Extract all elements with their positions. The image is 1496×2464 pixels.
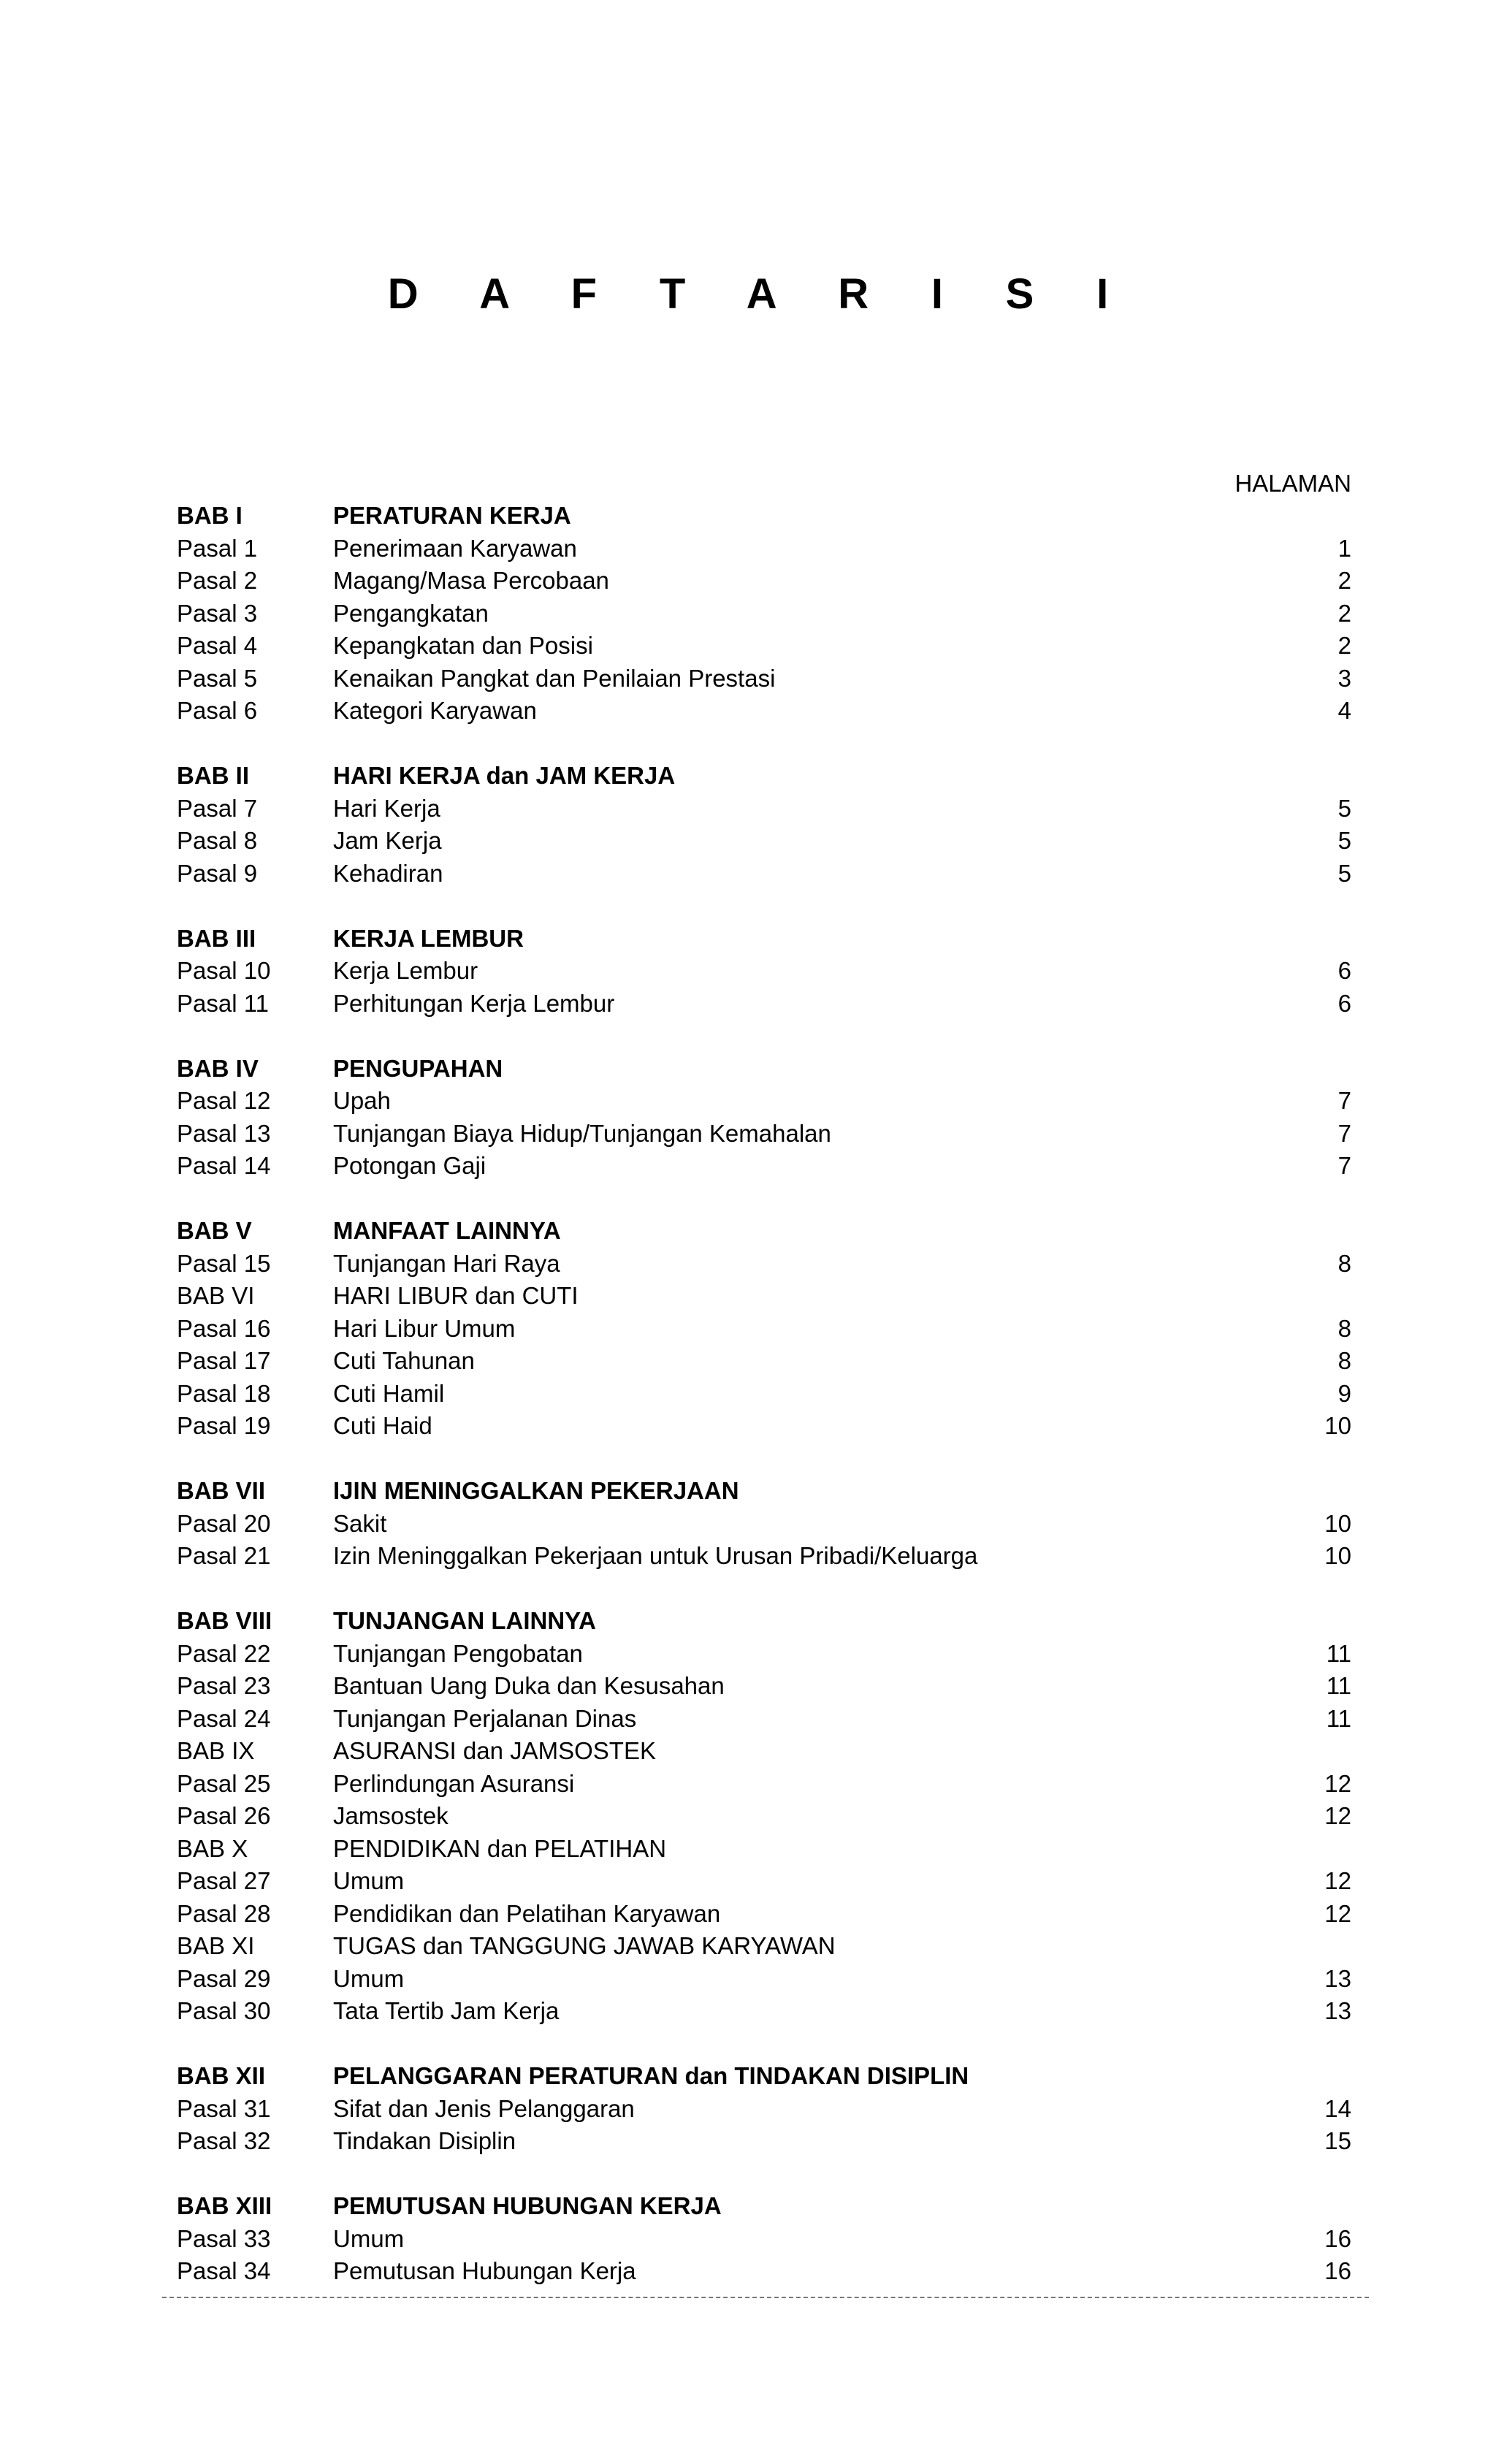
entry-number: Pasal 2 — [177, 567, 258, 594]
page-title: D A F T A R I S I — [387, 270, 1134, 318]
article-row — [177, 630, 1351, 663]
entry-number: BAB V — [177, 1217, 252, 1244]
entry-number: Pasal 7 — [177, 794, 258, 822]
entry-number: BAB III — [177, 924, 256, 952]
entry-page — [1249, 2060, 1351, 2093]
entry-title: Hari Kerja — [333, 794, 440, 822]
entry-number: BAB XI — [177, 1932, 255, 1959]
chapter-row — [177, 1735, 1351, 1768]
entry-page: 14 — [1324, 2094, 1351, 2122]
article-row — [177, 1410, 1351, 1443]
article-row — [177, 598, 1351, 630]
article-row — [177, 858, 1351, 890]
chapter-row — [177, 1833, 1351, 1866]
article-row — [177, 1118, 1351, 1151]
entry-title: Kepangkatan dan Posisi — [333, 632, 593, 659]
article-row — [177, 2125, 1351, 2158]
article-row — [177, 793, 1351, 825]
article-row — [177, 1508, 1351, 1541]
entry-page — [1249, 1735, 1351, 1768]
entry-page — [1249, 1215, 1351, 1248]
entry-page: 8 — [1337, 1249, 1351, 1277]
entry-title: TUGAS dan TANGGUNG JAWAB KARYAWAN — [333, 1932, 836, 1959]
entry-number: BAB II — [177, 762, 249, 789]
entry-number: Pasal 16 — [177, 1314, 271, 1342]
entry-title: Pemutusan Hubungan Kerja — [333, 2257, 636, 2284]
article-row — [177, 955, 1351, 988]
entry-number: Pasal 11 — [177, 989, 269, 1017]
entry-number: Pasal 8 — [177, 827, 258, 854]
entry-title: Sakit — [333, 1509, 387, 1537]
entry-title: IJIN MENINGGALKAN PEKERJAAN — [333, 1477, 739, 1504]
entry-page: 2 — [1337, 567, 1351, 594]
entry-page: 10 — [1324, 1412, 1351, 1439]
entry-title: Kerja Lembur — [333, 957, 478, 984]
article-row — [177, 1150, 1351, 1183]
entry-page: 8 — [1337, 1347, 1351, 1374]
chapter-row — [177, 1053, 1351, 1086]
entry-page: 12 — [1324, 1867, 1351, 1894]
entry-number: Pasal 4 — [177, 632, 258, 659]
entry-number: BAB XII — [177, 2062, 266, 2089]
article-row — [177, 1540, 1351, 1573]
entry-title: Cuti Hamil — [333, 1379, 445, 1407]
chapter-row — [177, 1280, 1351, 1313]
entry-number: Pasal 21 — [177, 1542, 271, 1569]
entry-number: BAB X — [177, 1834, 248, 1862]
article-row — [177, 1248, 1351, 1281]
entry-title: Pengangkatan — [333, 599, 489, 627]
entry-number: Pasal 25 — [177, 1769, 271, 1797]
entry-number: Pasal 33 — [177, 2224, 271, 2252]
entry-number: Pasal 17 — [177, 1347, 271, 1374]
entry-page: 16 — [1324, 2257, 1351, 2284]
article-row — [177, 1768, 1351, 1801]
entry-title: Jam Kerja — [333, 827, 442, 854]
entry-title: Bantuan Uang Duka dan Kesusahan — [333, 1672, 725, 1699]
article-row — [177, 663, 1351, 695]
entry-title: Umum — [333, 2224, 405, 2252]
entry-page: 12 — [1324, 1769, 1351, 1797]
article-row — [177, 1378, 1351, 1411]
entry-title: Tindakan Disiplin — [333, 2127, 516, 2154]
entry-title: Cuti Tahunan — [333, 1347, 475, 1374]
entry-page: 5 — [1337, 794, 1351, 822]
entry-page: 11 — [1326, 1639, 1351, 1667]
article-row — [177, 1638, 1351, 1671]
entry-page: 10 — [1324, 1509, 1351, 1537]
article-row — [177, 1313, 1351, 1346]
chapter-row — [177, 1930, 1351, 1963]
entry-page: 2 — [1337, 599, 1351, 627]
entry-title: Magang/Masa Percobaan — [333, 567, 609, 594]
chapter-row — [177, 2060, 1351, 2093]
entry-page: 2 — [1337, 632, 1351, 659]
entry-number: Pasal 15 — [177, 1249, 271, 1277]
entry-page — [1249, 2190, 1351, 2223]
entry-number: Pasal 10 — [177, 957, 271, 984]
entry-title: Tunjangan Pengobatan — [333, 1639, 583, 1667]
article-row — [177, 1670, 1351, 1703]
entry-page: 6 — [1337, 989, 1351, 1017]
entry-title: PEMUTUSAN HUBUNGAN KERJA — [333, 2192, 722, 2219]
chapter-row — [177, 1605, 1351, 1638]
page-column-header: HALAMAN — [1234, 470, 1351, 497]
entry-page — [1249, 1930, 1351, 1963]
entry-page: 4 — [1337, 697, 1351, 724]
entry-title: Kategori Karyawan — [333, 697, 537, 724]
entry-number: Pasal 13 — [177, 1119, 271, 1147]
entry-title: Penerimaan Karyawan — [333, 534, 577, 562]
entry-number: Pasal 22 — [177, 1639, 271, 1667]
entry-page: 3 — [1337, 664, 1351, 692]
entry-number: Pasal 5 — [177, 664, 258, 692]
entry-page: 7 — [1337, 1087, 1351, 1114]
entry-number: BAB IX — [177, 1737, 255, 1764]
entry-title: Perlindungan Asuransi — [333, 1769, 575, 1797]
entry-page: 7 — [1337, 1119, 1351, 1147]
entry-number: Pasal 24 — [177, 1704, 271, 1732]
entry-title: Tunjangan Biaya Hidup/Tunjangan Kemahalan — [333, 1119, 831, 1147]
entry-page: 11 — [1326, 1672, 1351, 1699]
entry-title: Pendidikan dan Pelatihan Karyawan — [333, 1899, 721, 1927]
entry-page: 7 — [1337, 1152, 1351, 1179]
article-row — [177, 1085, 1351, 1118]
article-row — [177, 2223, 1351, 2256]
entry-number: Pasal 29 — [177, 1964, 271, 1992]
entry-page — [1249, 1833, 1351, 1866]
entry-number: Pasal 28 — [177, 1899, 271, 1927]
entry-title: PENDIDIKAN dan PELATIHAN — [333, 1834, 667, 1862]
entry-number: Pasal 20 — [177, 1509, 271, 1537]
article-row — [177, 695, 1351, 728]
chapter-row — [177, 1475, 1351, 1508]
entry-page: 6 — [1337, 957, 1351, 984]
entry-number: Pasal 6 — [177, 697, 258, 724]
entry-title: Tata Tertib Jam Kerja — [333, 1997, 560, 2024]
entry-title: PENGUPAHAN — [333, 1054, 503, 1082]
entry-page: 12 — [1324, 1802, 1351, 1829]
entry-title: Jamsostek — [333, 1802, 449, 1829]
entry-page: 5 — [1337, 859, 1351, 887]
entry-number: Pasal 27 — [177, 1867, 271, 1894]
entry-page — [1249, 1053, 1351, 1086]
entry-number: BAB VIII — [177, 1607, 272, 1634]
entry-number: BAB IV — [177, 1054, 259, 1082]
entry-number: Pasal 32 — [177, 2127, 271, 2154]
entry-page: 10 — [1324, 1542, 1351, 1569]
article-row — [177, 825, 1351, 858]
article-row — [177, 1345, 1351, 1378]
entry-title: MANFAAT LAINNYA — [333, 1217, 561, 1244]
article-row — [177, 533, 1351, 565]
page-divider — [162, 2297, 1369, 2298]
entry-title: Tunjangan Perjalanan Dinas — [333, 1704, 637, 1732]
entry-page: 5 — [1337, 827, 1351, 854]
article-row — [177, 2255, 1351, 2288]
entry-title: Izin Meninggalkan Pekerjaan untuk Urusan Pribadi/Keluarga — [333, 1542, 978, 1569]
article-row — [177, 1963, 1351, 1996]
entry-page: 13 — [1324, 1997, 1351, 2024]
entry-title: PERATURAN KERJA — [333, 502, 571, 529]
chapter-row — [177, 760, 1351, 793]
entry-title: Perhitungan Kerja Lembur — [333, 989, 615, 1017]
entry-title: Umum — [333, 1964, 405, 1992]
article-row — [177, 1898, 1351, 1931]
entry-page: 9 — [1337, 1379, 1351, 1407]
entry-title: HARI KERJA dan JAM KERJA — [333, 762, 676, 789]
entry-page — [1249, 923, 1351, 956]
table-of-contents — [177, 500, 1351, 2288]
entry-number: Pasal 30 — [177, 1997, 271, 2024]
entry-number: Pasal 12 — [177, 1087, 271, 1114]
entry-page: 16 — [1324, 2224, 1351, 2252]
entry-page: 8 — [1337, 1314, 1351, 1342]
entry-number: BAB XIII — [177, 2192, 272, 2219]
article-row — [177, 1703, 1351, 1736]
entry-title: ASURANSI dan JAMSOSTEK — [333, 1737, 656, 1764]
entry-title: Sifat dan Jenis Pelanggaran — [333, 2094, 635, 2122]
entry-page — [1249, 760, 1351, 793]
entry-title: Upah — [333, 1087, 391, 1114]
entry-page — [1249, 1280, 1351, 1313]
entry-title: HARI LIBUR dan CUTI — [333, 1282, 579, 1309]
entry-number: Pasal 18 — [177, 1379, 271, 1407]
entry-number: Pasal 31 — [177, 2094, 271, 2122]
entry-title: Kehadiran — [333, 859, 443, 887]
entry-number: BAB VI — [177, 1282, 255, 1309]
entry-title: KERJA LEMBUR — [333, 924, 524, 952]
entry-title: Hari Libur Umum — [333, 1314, 516, 1342]
entry-number: Pasal 26 — [177, 1802, 271, 1829]
article-row — [177, 1865, 1351, 1898]
entry-number: Pasal 34 — [177, 2257, 271, 2284]
entry-title: TUNJANGAN LAINNYA — [333, 1607, 596, 1634]
entry-title: Kenaikan Pangkat dan Penilaian Prestasi — [333, 664, 776, 692]
entry-number: Pasal 19 — [177, 1412, 271, 1439]
entry-page — [1249, 500, 1351, 533]
chapter-row — [177, 923, 1351, 956]
entry-title: PELANGGARAN PERATURAN dan TINDAKAN DISIPLIN — [333, 2062, 969, 2089]
article-row — [177, 565, 1351, 598]
chapter-row — [177, 500, 1351, 533]
entry-page: 1 — [1337, 534, 1351, 562]
entry-page — [1249, 1605, 1351, 1638]
entry-page: 11 — [1326, 1704, 1351, 1732]
entry-page: 12 — [1324, 1899, 1351, 1927]
chapter-row — [177, 1215, 1351, 1248]
entry-number: Pasal 14 — [177, 1152, 271, 1179]
article-row — [177, 1800, 1351, 1833]
chapter-row — [177, 2190, 1351, 2223]
article-row — [177, 1995, 1351, 2028]
entry-number: Pasal 9 — [177, 859, 258, 887]
article-row — [177, 2093, 1351, 2126]
entry-title: Potongan Gaji — [333, 1152, 486, 1179]
entry-number: Pasal 1 — [177, 534, 258, 562]
entry-page — [1249, 1475, 1351, 1508]
entry-title: Umum — [333, 1867, 405, 1894]
entry-title: Tunjangan Hari Raya — [333, 1249, 560, 1277]
entry-number: BAB VII — [177, 1477, 266, 1504]
entry-page: 13 — [1324, 1964, 1351, 1992]
entry-number: Pasal 23 — [177, 1672, 271, 1699]
entry-number: BAB I — [177, 502, 243, 529]
entry-number: Pasal 3 — [177, 599, 258, 627]
entry-title: Cuti Haid — [333, 1412, 432, 1439]
entry-page: 15 — [1324, 2127, 1351, 2154]
article-row — [177, 988, 1351, 1021]
